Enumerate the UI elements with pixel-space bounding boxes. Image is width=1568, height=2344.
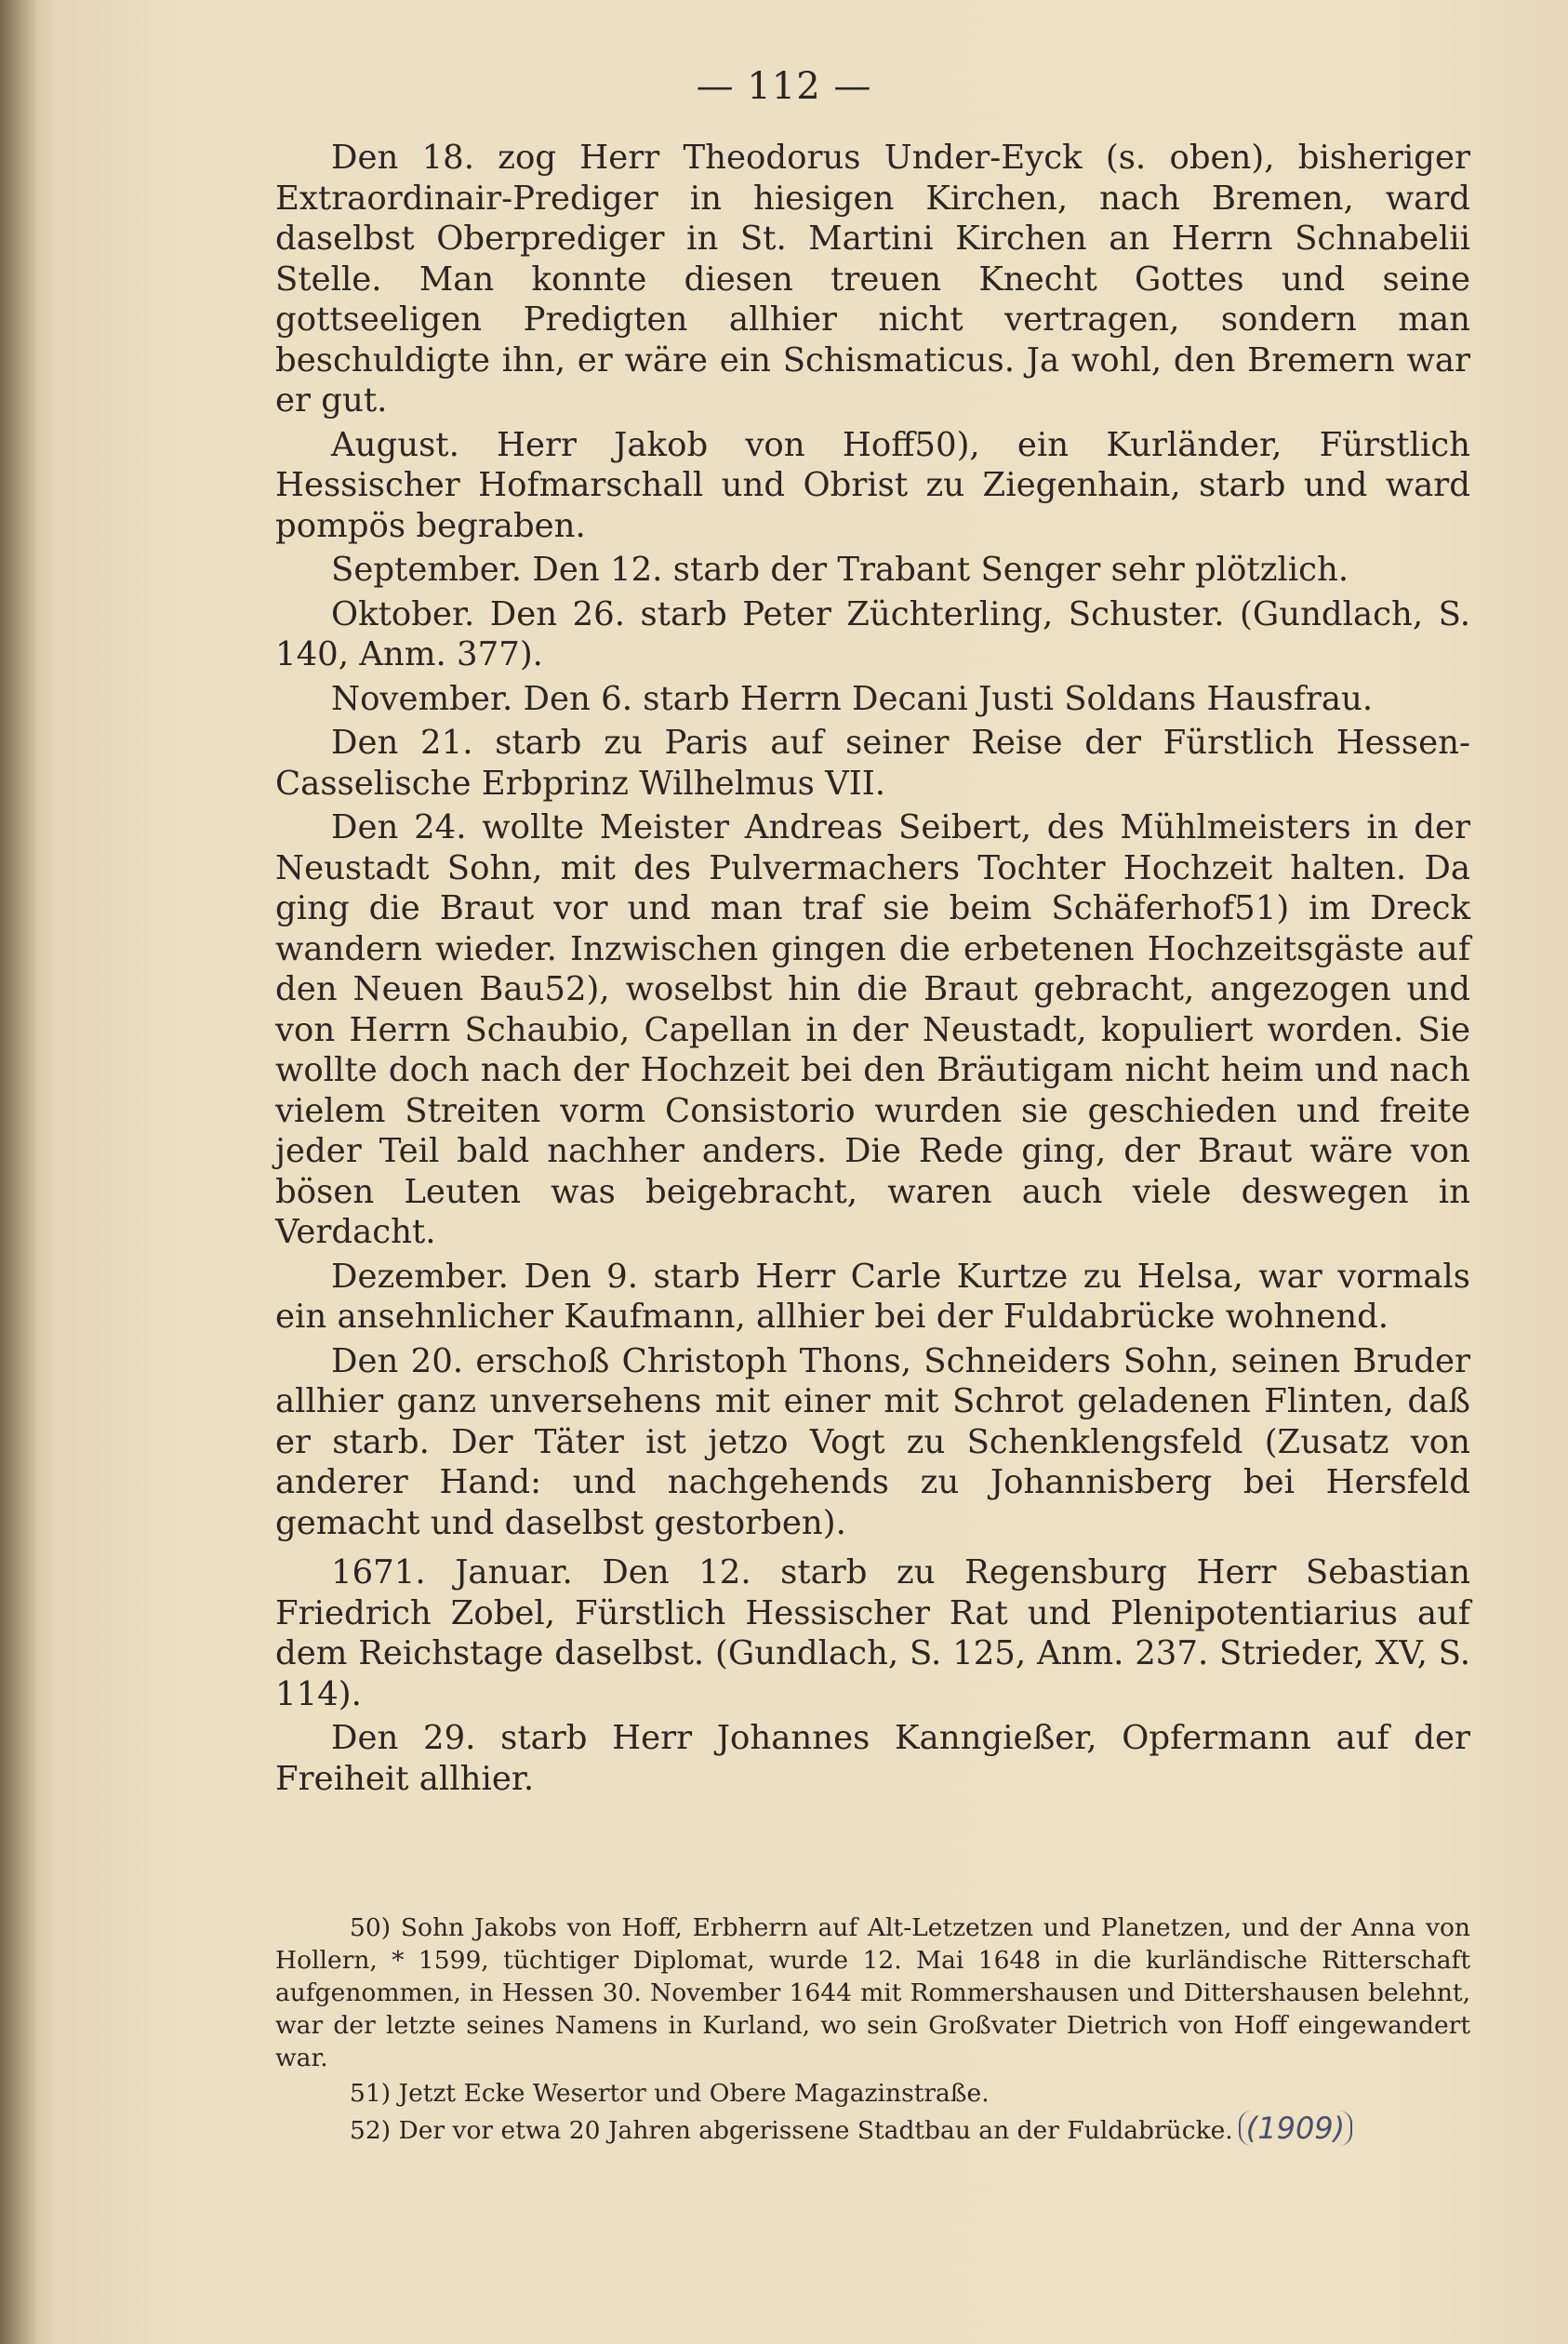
handwritten-note: (1909) bbox=[1239, 2111, 1352, 2146]
paragraph-hochzeit: Den 24. wollte Meister Andreas Seibert, des Mühlmeisters in der Neustadt Sohn, mit des Pulvermachers Tochter Hochzeit halten. Da ging die Braut vor und man traf sie beim Schäferhof51) im Dreck wandern wieder. Inzwischen gingen die erbetenen Hochzeitsgäste auf den Neuen Bau52), woselbst hin die Braut gebracht, angezogen und von Herrn Schaubio, Capellan in der Neustadt, kopuliert worden. Sie wollte doch nach der Hochzeit bei den Bräutigam nicht heim und nach vielem Streiten vorm Consistorio wurden sie geschieden und freite jeder Teil bald nachher anders. Die Rede ging, der Braut wäre von bösen Leuten was beigebracht, waren auch viele deswegen in Verdacht. bbox=[275, 808, 1470, 1251]
paragraph-thons: Den 20. erschoß Christoph Thons, Schneiders Sohn, seinen Bruder allhier ganz unversehens mit einer mit Schrot geladenen Flinten, daß er starb. Der Täter ist jetzo Vogt zu Schenklengsfeld (Zusatz von anderer Hand: und nachgehends zu Johannisberg bei Hersfeld gemacht und daselbst gestorben). bbox=[275, 1341, 1470, 1542]
paragraph-dezember: Dezember. Den 9. starb Herr Carle Kurtze zu Helsa, war vormals ein ansehnlicher Kaufmann, allhier bei der Fuldabrücke wohnend. bbox=[275, 1257, 1470, 1336]
paragraph-kanngiesser: Den 29. starb Herr Johannes Kanngießer, Opfermann auf der Freiheit allhier. bbox=[275, 1719, 1470, 1798]
paragraph-august: August. Herr Jakob von Hoff50), ein Kurländer, Fürstlich Hessischer Hofmarschall und Obrist zu Ziegenhain, starb und ward pompös begraben. bbox=[275, 425, 1470, 545]
footnotes bbox=[275, 1911, 1470, 2150]
paragraph-november: November. Den 6. starb Herrn Decani Justi Soldans Hausfrau. bbox=[331, 679, 1374, 718]
binding-shadow bbox=[0, 0, 37, 2344]
paragraph-oktober: Oktober. Den 26. starb Peter Züchterling, Schuster. (Gundlach, S. 140, Anm. 377). bbox=[275, 594, 1470, 673]
footnote-50: 50) Sohn Jakobs von Hoff, Erbherrn auf Alt-Letzetzen und Planetzen, und der Anna von Hollern, * 1599, tüchtiger Diplomat, wurde 12. Mai 1648 in die kurländische Ritterschaft aufgenommen, in Hessen 30. November 1644 mit Rommershausen und Dittershausen belehnt, war der letzte seines Namens in Kurland, wo sein Großvater Dietrich von Hoff eingewandert war. bbox=[275, 1913, 1470, 2072]
main-text bbox=[275, 138, 1470, 1803]
paragraph-under-eyck: Den 18. zog Herr Theodorus Under-Eyck (s. oben), bisheriger Extraordinair-Prediger in hiesigen Kirchen, nach Bremen, ward daselbst Oberprediger in St. Martini Kirchen an Herrn Schnabelii Stelle. Man konnte diesen treuen Knecht Gottes und seine gottseeligen Predigten allhier nicht vertragen, sondern man beschuldigte ihn, er wäre ein Schismaticus. Ja wohl, den Bremern war er gut. bbox=[275, 139, 1470, 420]
footnote-52 bbox=[275, 2112, 1470, 2147]
footnote-51: 51) Jetzt Ecke Wesertor und Obere Magazinstraße. bbox=[350, 2079, 990, 2108]
paragraph-1671-januar: 1671. Januar. Den 12. starb zu Regensburg Herr Sebastian Friedrich Zobel, Fürstlich Hessischer Rat und Plenipotentiarius auf dem Reichstage daselbst. (Gundlach, S. 125, Anm. 237. Strieder, XV, S. 114). bbox=[275, 1553, 1470, 1713]
paragraph-september: September. Den 12. starb der Trabant Senger sehr plötzlich. bbox=[331, 551, 1349, 589]
paragraph-erbprinz: Den 21. starb zu Paris auf seiner Reise der Fürstlich Hessen-Casselische Erbprinz Wilhelmus VII. bbox=[275, 724, 1470, 803]
page-number: — 112 — bbox=[696, 65, 872, 108]
footnote-52-text: 52) Der vor etwa 20 Jahren abgerissene Stadtbau an der Fuldabrücke. bbox=[350, 2116, 1233, 2145]
